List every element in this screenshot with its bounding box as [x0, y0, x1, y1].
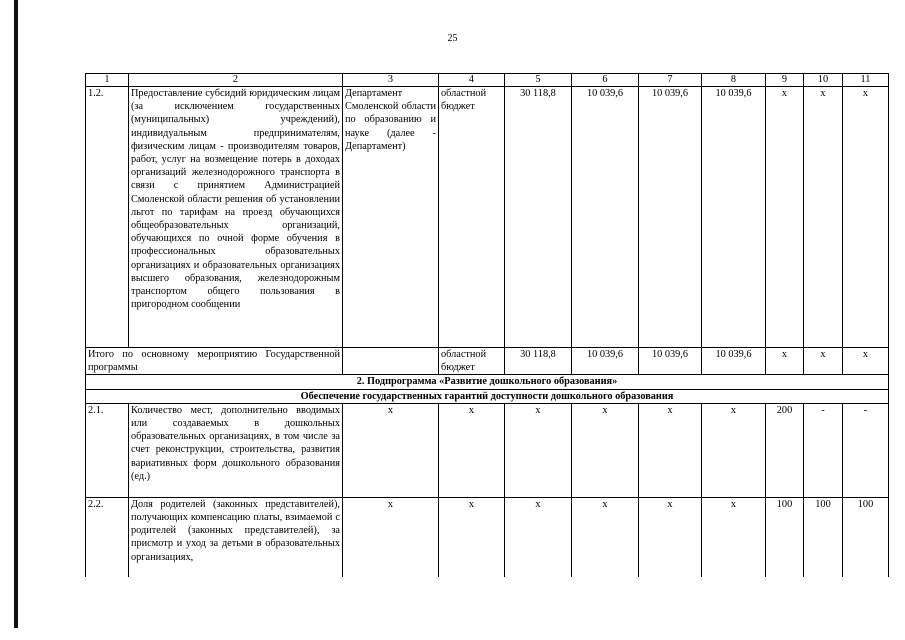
total-amount: 30 118,8: [505, 348, 572, 375]
executor-cell: x: [343, 497, 439, 577]
col-9-value: x: [766, 348, 804, 375]
row-number: 2.1.: [86, 403, 129, 497]
col-10-value: x: [804, 87, 843, 348]
executor-cell: x: [343, 403, 439, 497]
col-9-value: 100: [766, 497, 804, 577]
indicator-name: Доля родителей (законных представителей), получающих компенсацию платы, взимаемой с родителей (законных представителей), за присмотр и уход за детьми в образовательных организациях,: [129, 497, 343, 577]
col-header-8: 8: [702, 74, 766, 87]
row-number: 1.2.: [86, 87, 129, 348]
funding-source: областной бюджет: [439, 87, 505, 348]
year-3-amount: x: [702, 497, 766, 577]
year-2-amount: 10 039,6: [639, 87, 702, 348]
col-11-value: 100: [843, 497, 889, 577]
col-11-value: x: [843, 87, 889, 348]
executor-cell-empty: [343, 348, 439, 375]
funding-source: областной бюджет: [439, 348, 505, 375]
measure-name: Предоставление субсидий юридическим лицам (за исключением государственных (муниципальных) учреждений), индивидуальным предпринимателям, физическим лицам - производителям товаров, работ, услуг на возмещение потерь в доходах организаций железнодорожного транспорта в связи с принятием Администрацией Смоленской области решения об установлении льгот по тарифам на проезд обучающихся общеобразовательных организаций, обучающихся по очной форме обучения в профессиональных образовательных организациях и образовательных организациях высшего образования, железнодорожным транспортом общего пользования в пригородном сообщении: [129, 87, 343, 348]
col-header-7: 7: [639, 74, 702, 87]
col-9-value: x: [766, 87, 804, 348]
col-10-value: x: [804, 348, 843, 375]
scan-edge-bar: [14, 0, 18, 628]
col-9-value: 200: [766, 403, 804, 497]
page-number: 25: [447, 33, 458, 44]
col-header-6: 6: [572, 74, 639, 87]
total-row: [86, 348, 889, 375]
col-header-4: 4: [439, 74, 505, 87]
col-header-2: 2: [129, 74, 343, 87]
section-title: 2. Подпрограмма «Развитие дошкольного образования»: [86, 375, 889, 389]
indicator-name: Количество мест, дополнительно вводимых или создаваемых в дошкольных образовательных организациях, в том числе за счет реконструкции, строительства, развития вариативных форм дошкольного образования (ед.): [129, 403, 343, 497]
year-2-amount: x: [639, 497, 702, 577]
col-header-3: 3: [343, 74, 439, 87]
year-3-amount: x: [702, 403, 766, 497]
table-row: [86, 87, 889, 348]
year-1-amount: x: [572, 403, 639, 497]
col-header-1: 1: [86, 74, 129, 87]
total-amount: 30 118,8: [505, 87, 572, 348]
col-11-value: x: [843, 348, 889, 375]
year-2-amount: 10 039,6: [639, 348, 702, 375]
col-header-9: 9: [766, 74, 804, 87]
year-1-amount: 10 039,6: [572, 87, 639, 348]
header-row: [86, 74, 889, 87]
col-header-11: 11: [843, 74, 889, 87]
total-amount: x: [505, 403, 572, 497]
total-label: Итого по основному мероприятию Государственной программы: [86, 348, 343, 375]
row-number: 2.2.: [86, 497, 129, 577]
year-1-amount: x: [572, 497, 639, 577]
year-3-amount: 10 039,6: [702, 348, 766, 375]
funding-source: x: [439, 403, 505, 497]
table-row: [86, 497, 889, 577]
funding-source: x: [439, 497, 505, 577]
col-10-value: 100: [804, 497, 843, 577]
col-11-value: -: [843, 403, 889, 497]
program-table: [85, 73, 889, 577]
subsection-row: [86, 389, 889, 403]
year-1-amount: 10 039,6: [572, 348, 639, 375]
col-header-10: 10: [804, 74, 843, 87]
subsection-title: Обеспечение государственных гарантий доступности дошкольного образования: [86, 389, 889, 403]
year-3-amount: 10 039,6: [702, 87, 766, 348]
col-header-5: 5: [505, 74, 572, 87]
executor-cell: Департамент Смоленской области по образованию и науке (далее - Департамент): [343, 87, 439, 348]
year-2-amount: x: [639, 403, 702, 497]
section-row: [86, 375, 889, 389]
col-10-value: -: [804, 403, 843, 497]
total-amount: x: [505, 497, 572, 577]
table-row: [86, 403, 889, 497]
